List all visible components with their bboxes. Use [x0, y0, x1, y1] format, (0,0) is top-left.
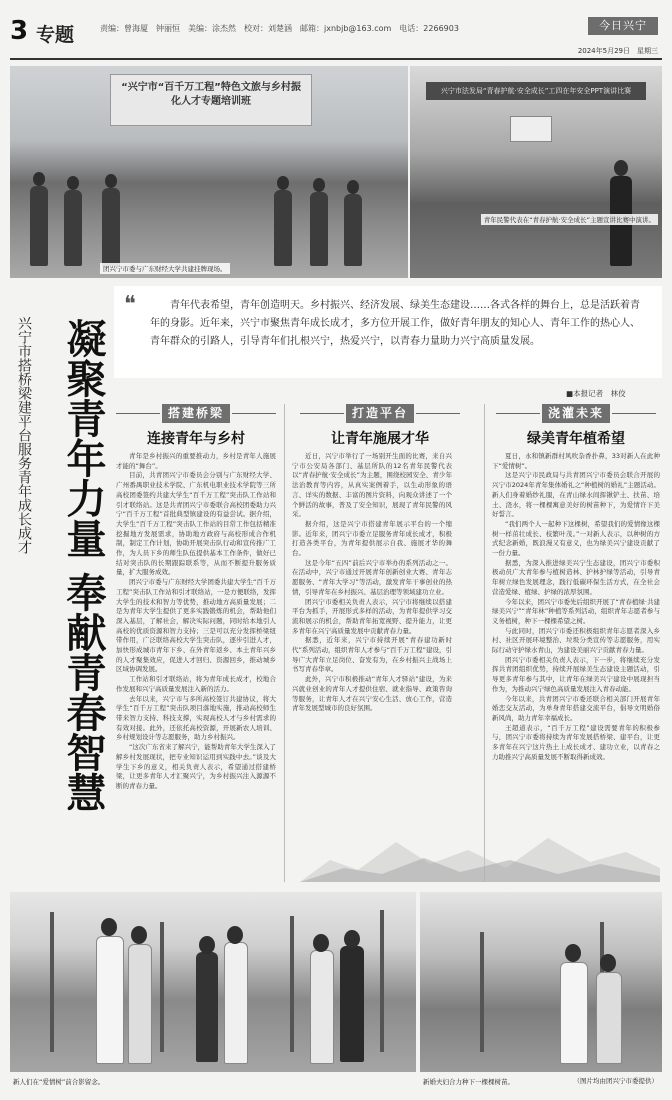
paragraph: 今年以来，共青团兴宁市委还联合相关部门开展青年婚恋交友活动，为单身青年搭建交流平台，倡导文明婚俗新风尚，助力青年幸福成长。 [492, 694, 660, 722]
caption-top-right: 青年民警代表在“青春护航·安全成长”主题宣讲比赛中演讲。 [481, 214, 658, 225]
paragraph: 据悉，近年来，兴宁市持续开展“青春建功新时代”系列活动，组织青年人才参与“百千万工程”建设，引导广大青年立足岗位、奋发有为，在乡村振兴主战场上书写青春华章。 [292, 636, 452, 674]
person-figure [96, 936, 124, 1064]
column-divider [484, 404, 485, 882]
byline: ■本报记者 林佼 [566, 389, 626, 398]
person-head [277, 176, 289, 190]
paragraph: 团兴宁市委相关负责人表示，兴宁市将继续以搭建平台为抓手，开展形式多样的活动，为青年提供学习交流和展示的机会，帮助青年拓宽视野、提升能力，让更多青年在兴宁高质量发展中贡献青春力量。 [292, 597, 452, 635]
person-head [199, 936, 215, 954]
headline-subtitle: 兴宁市搭桥梁建平台服务青年成长成才 [16, 316, 32, 554]
person-figure [64, 190, 82, 266]
person-figure [128, 944, 152, 1064]
page-number: 3 [10, 16, 29, 46]
event-banner [110, 74, 312, 126]
paragraph: 这是今年“五四”前后兴宁市举办的系列活动之一。在活动中，兴宁市通过开展青年创新创业大赛、青年志愿服务、“青年大学习”等活动，激发青年干事创业的热情，引导青年在乡村振兴、基层治理等领域建功立业。 [292, 558, 452, 596]
headline-title: 凝聚青年力量 奉献青春智慧 [60, 318, 107, 812]
editor-credits: 责编：曾海厦 钟丽恒 美编：涂杰然 校对：刘楚涵 邮箱：jxnbjb@163.com 电话：2266903 [100, 24, 459, 33]
projector-screen [510, 116, 552, 142]
photo-credit: （图片均由团兴宁市委提供） [573, 1077, 658, 1085]
person-figure [30, 186, 48, 266]
tree-trunk [50, 912, 54, 1052]
paragraph: 这是兴宁市民政局与共青团兴宁市委员会联合开展的兴宁市2024年青年集体婚礼之“种植树的婚礼”主题活动。新人们身着婚纱礼服，在青山绿水间挥锹铲土、扶苗、培土、浇水，将一棵棵寓意美好的树苗种下，为爱情许下美好誓言。 [492, 471, 660, 519]
person-head [105, 174, 117, 188]
paragraph: 团兴宁市委相关负责人表示，下一步，将继续充分发挥共青团组织优势，持续开展绿美生态建设主题活动，引导更多青年参与其中，让青年在绿美兴宁建设中展现担当作为，为推动兴宁绿色高质量发展注入青春动能。 [492, 655, 660, 693]
column-header-2 [300, 404, 460, 448]
person-head [33, 172, 45, 186]
page-header [0, 0, 672, 60]
person-head [227, 926, 243, 944]
person-head [101, 918, 117, 936]
event-banner-text: “兴宁市“百千万工程”特色文旅与乡村振化人才专题培训班 [121, 82, 301, 107]
photo-cobuilding-ceremony [10, 66, 408, 278]
paragraph: 目前，共青团兴宁市委员会分别与广东财经大学、广州番禺职业技术学院、广东机电职业技术学院等三所高校团委签约共建大学生“百千万工程”突击队工作站和引才联络站。这是共青团兴宁市委联合高校团委助力兴宁“百千万工程”首批典型镇建设的有益尝试。据介绍，大学生“百千万工程”突击队工作站的目常工作包括精准挖掘地方发展需求，协助地方政府与高校形成合作机制，制定工作计划，协助开展突击队行动和宣传推广工作，为人员下乡的师生队伍提供基本工作条件，做好已结对突击队的长期跟踪联系等，从而不断提升服务质量，扩大服务成效。 [116, 471, 276, 577]
quote-icon: ❝ [124, 292, 136, 317]
paragraph: 此外，兴宁市积极推动“青年人才驿站”建设，为来兴就业创业的青年人才提供住宿、就业指导、政策咨询等服务，让青年人才在兴宁安心生活、放心工作，营造青年发展型城市的良好氛围。 [292, 675, 452, 713]
tree-trunk [480, 932, 484, 1052]
paragraph: 近日，兴宁市举行了一场别开生面的比赛，来自兴宁市公安局各部门、基层所队的12名青年民警代表以“青春护航·安全成长”为主题，围绕校园安全、青少年法治教育等内容，从真实案例着手，以生动形象的语言、详实的数据、丰富的图片资料，向观众讲述了一个个鲜活的故事，普及了安全知识，展现了青年民警的风采。 [292, 452, 452, 519]
person-figure [596, 972, 622, 1064]
paragraph: 王超道表示，“百千万工程”建设需要青年的积极参与，团兴宁市委将持续为青年发展搭桥梁、建平台，让更多青年在兴宁这片热土上成长成才、建功立业，以青春之力助推兴宁高质量发展不断取得新成效。 [492, 723, 660, 761]
issue-date: 2024年5月29日 星期三 [577, 47, 658, 55]
person-head [344, 930, 360, 948]
person-head [67, 176, 79, 190]
column-tag: 浇灌未来 [542, 404, 610, 423]
person-head [313, 178, 325, 192]
newspaper-logo: 今日兴宁 [588, 17, 658, 35]
person-head [313, 934, 329, 952]
paragraph: 夏日，永和镇新群村风吹杂香扑鼻，33对新人在此种下“爱情树”。 [492, 452, 660, 470]
tree-trunk [160, 922, 164, 1052]
person-head [600, 954, 616, 972]
paragraph: “这次广东省来了解兴宁，能帮助青年大学生深入了解乡村发展现状，把专业知识运用到实践中去。”谈及大学生下乡的意义，相关负责人表示，希望通过搭建桥梁，让更多青年人才汇聚兴宁，为乡村振兴注入源源不断的青春力量。 [116, 743, 276, 790]
speaker-head [614, 160, 628, 176]
person-figure [224, 942, 248, 1064]
intro-text: 青年代表希望，青年创造明天。乡村振兴、经济发展、绿美生态建设……各式各样的舞台上，总是活跃着青年的身影。近年来，兴宁市聚焦青年成长成才，多方位开展工作，做好青年朋友的知心人、青年工作的热心人、青年群众的引路人，引导青年们扎根兴宁，热爱兴宁，以青春力量助力兴宁高质量发展。 [150, 300, 640, 347]
person-head [131, 926, 147, 944]
column-tag: 打造平台 [346, 404, 414, 423]
column-header-1 [116, 404, 276, 448]
column-tag: 搭建桥梁 [162, 404, 230, 423]
paragraph: 青年是乡村振兴的重要推动力，乡村是青年人施展才能的“舞台”。 [116, 452, 276, 470]
paragraph: “我们两个人一起种下这棵树，希望我们的爱情像这棵树一样茁壮成长、枝繁叶茂。”一对新人表示，以种树的方式纪念新婚，既浪漫又有意义，也为绿美兴宁建设贡献了一份力量。 [492, 519, 660, 558]
column-header-3 [496, 404, 656, 448]
caption-bottom-right: 新婚夫妇合力种下一棵棵树苗。 [423, 1078, 514, 1086]
tree-trunk [380, 910, 384, 1052]
contest-banner-text: 兴宁市法发局“青春护航·安全成长”工四在年安全PPT演讲比赛 [440, 87, 632, 95]
photo-speech-contest [410, 66, 662, 278]
caption-top-left: 团兴宁市委与广东财经大学共建挂牌现场。 [100, 263, 230, 274]
caption-bottom-left: 新人们在“爱情树”前合影留念。 [13, 1078, 105, 1086]
person-figure [310, 192, 328, 266]
person-figure [344, 194, 362, 266]
article-column-1 [116, 452, 276, 882]
person-figure [196, 952, 218, 1062]
tree-trunk [290, 916, 294, 1052]
paragraph: 团兴宁市委与广东财经大学团委共建大学生“百千万工程”突击队工作站和引才联络站，一是方便联络，发挥大学生的技术和智力等优势，推动地方高质量发展；二是为青年大学生提供了更多实践锻炼的机会，帮助他们深入基层，了解社会，解决实际问题，同时给本地引人高校的优质资源和智力支持；三是可以充分发挥桥梁纽带作用，广泛联络高校大学生突击队，逐步引进人才，加快形成城市青年下乡、在外青年返乡、本土青年兴乡的人才聚集效应，促进人才回归、资源回乡，推动城乡区域协调发展。 [116, 578, 276, 674]
section-title: 专题 [36, 24, 75, 46]
mountain-decoration [300, 812, 660, 882]
person-figure [274, 190, 292, 266]
photo-tree-planting [420, 892, 662, 1072]
person-head [565, 944, 581, 962]
person-head [347, 180, 359, 194]
column-subhead: 让青年施展才华 [331, 431, 429, 447]
person-figure [310, 950, 334, 1064]
paragraph: 据悉，为深入推进绿美兴宁生态建设，团兴宁市委积极动员广大青年参与植树造林、护林护绿等活动，引导青年树立绿色发展理念，践行低碳环保生活方式，在全社会营造爱绿、植绿、护绿的浓厚氛围。 [492, 558, 660, 596]
person-figure [340, 946, 364, 1062]
contest-banner [426, 82, 646, 100]
paragraph: 今年以来，团兴宁市委先后组织开展了“青春植绿·共建绿美兴宁”“青年林”种植等系列活动，组织青年志愿者参与义务植树，种下一棵棵希望之树。 [492, 597, 660, 625]
paragraph: 据介绍，这是兴宁市搭建青年展示平台的一个缩影。近年来，团兴宁市委立足服务青年成长成才，积极打造各类平台，为青年提供展示自我、施展才华的舞台。 [292, 519, 452, 558]
photo-wedding-couples [10, 892, 416, 1072]
paragraph: 与此同时，团兴宁市委还积极组织青年志愿者深入乡村、社区开展环境整治、垃圾分类宣传等志愿服务，用实际行动守护绿水青山，为建设美丽兴宁贡献青春力量。 [492, 626, 660, 655]
header-rule [10, 58, 662, 60]
person-figure [102, 188, 120, 266]
person-figure [560, 962, 588, 1064]
column-subhead: 连接青年与乡村 [147, 431, 245, 447]
column-divider [284, 404, 285, 882]
column-subhead: 绿美青年植希望 [527, 431, 625, 447]
paragraph: 去年以来，兴宁市与多所高校签订共建协议，将大学生“百千万工程”突击队项目落地实施，推动高校师生带来智力支持、科技支撑，实现高校人才与乡村需求的有效对接。此外，还依托高校资源，开展新农人培训、乡村规划设计等志愿服务，助力乡村振兴。 [116, 694, 276, 742]
paragraph: 工作站和引才联络站，将为青年成长成才，校地合作发展和兴宁高质量发展注入新的活力。 [116, 675, 276, 693]
